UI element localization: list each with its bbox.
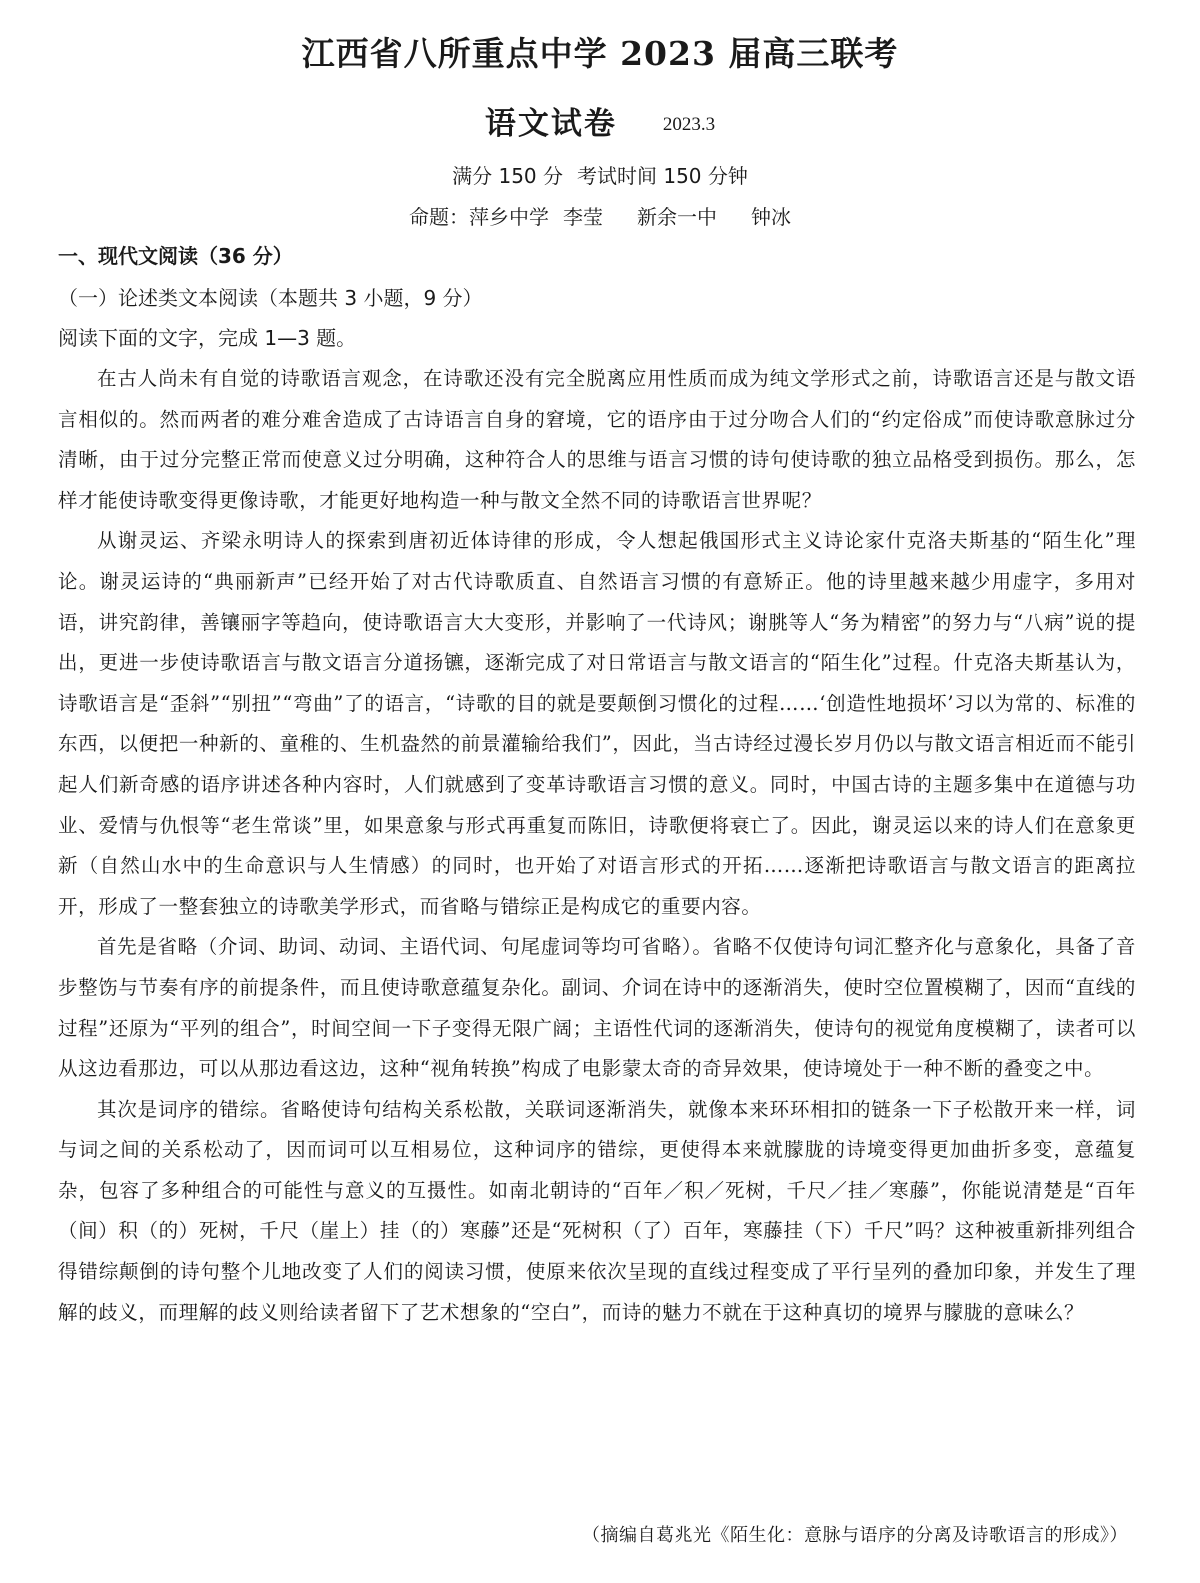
article-paragraph-2: 从谢灵运、齐梁永明诗人的探索到唐初近体诗律的形成，令人想起俄国形式主义诗论家什克洛夫斯基的“陌生化”理论。谢灵运诗的“典丽新声”已经开始了对古代诗歌质直、自然语言习惯的有意矫正。他的诗里越来越少用虚字，多用对语，讲究韵律，善镶丽字等趋向，使诗歌语言大大变形，并影响了一代诗风；谢朓等人“务为精密”的努力与“八病”说的提出，更进一步使诗歌语言与散文语言分道扬镳，逐渐完成了对日常语言与散文语言的“陌生化”过程。什克洛夫斯基认为，诗歌语言是“歪斜”“别扭”“弯曲”了的语言，“诗歌的目的就是要颠倒习惯化的过程……‘创造性地损坏’习以为常的、标准的东西，以便把一种新的、童稚的、生机盎然的前景灌输给我们”，因此，当古诗经过漫长岁月仍以与散文语言相近而不能引起人们新奇感的语序讲述各种内容时，人们就感到了变革诗歌语言习惯的意义。同时，中国古诗的主题多集中在道德与功业、爱情与仇恨等“老生常谈”里，如果意象与形式再重复而陈旧，诗歌便将衰亡了。因此，谢灵运以来的诗人们在意象更新（自然山水中的生命意识与人生情感）的同时，也开始了对语言形式的开拓……逐渐把诗歌语言与散文语言的距离拉开，形成了一整套独立的诗歌美学形式，而省略与错综正是构成它的重要内容。 (58, 529, 1136, 918)
subject-title: 语文试卷 (484, 106, 617, 142)
exam-time: 考试时间 150 分钟 (577, 164, 748, 188)
subject-row (0, 98, 1200, 143)
article-paragraph-3: 首先是省略（介词、助词、动词、主语代词、句尾虚词等均可省略）。省略不仅使诗句词汇整齐化与意象化，具备了音步整饬与节奏有序的前提条件，而且使诗歌意蕴复杂化。副词、介词在诗中的逐渐消失，使时空位置模糊了，因而“直线的过程”还原为“平列的组合”，时间空间一下子变得无限广阔；主语性代词的逐渐消失，使诗句的视觉角度模糊了，读者可以从这边看那边，可以从那边看这边，这种“视角转换”构成了电影蒙太奇的奇异效果，使诗境处于一种不断的叠变之中。 (58, 935, 1136, 1081)
exam-date: 2023.3 (662, 114, 716, 135)
exam-title: 江西省八所重点中学 2023 届高三联考 (301, 34, 899, 73)
setter-teacher-1: 李莹 (563, 205, 603, 229)
setter-school-2: 新余一中 (637, 205, 717, 229)
setters-label: 命题： (409, 205, 469, 229)
subsection-heading: （一）论述类文本阅读（本题共 3 小题，9 分） (58, 286, 483, 310)
reading-instruction: 阅读下面的文字，完成 1—3 题。 (58, 326, 357, 350)
setter-school-1: 萍乡中学 (469, 205, 549, 229)
full-score: 满分 150 分 (452, 164, 563, 188)
setter-teacher-2: 钟冰 (751, 205, 791, 229)
article-body (58, 359, 1136, 1333)
setters-line (0, 201, 1200, 230)
article-paragraph-4: 其次是词序的错综。省略使诗句结构关系松散，关联词逐渐消失，就像本来环环相扣的链条一下子松散开来一样，词与词之间的关系松动了，因而词可以互相易位，这种词序的错综，更使得本来就朦胧的诗境变得更加曲折多变，意蕴复杂，包容了多种组合的可能性与意义的互摄性。如南北朝诗的“百年／积／死树，千尺／挂／寒藤”，你能说清楚是“百年（间）积（的）死树，千尺（崖上）挂（的）寒藤”还是“死树积（了）百年，寒藤挂（下）千尺”吗？这种被重新排列组合得错综颠倒的诗句整个儿地改变了人们的阅读习惯，使原来依次呈现的直线过程变成了平行呈列的叠加印象，并发生了理解的歧义，而理解的歧义则给读者留下了艺术想象的“空白”，而诗的魅力不就在于这种真切的境界与朦胧的意味么？ (58, 1097, 1136, 1324)
section-heading: 一、现代文阅读（36 分） (58, 244, 293, 268)
score-time-line (0, 160, 1200, 189)
article-source: （摘编自葛兆光《陌生化：意脉与语序的分离及诗歌语言的形成》） (582, 1525, 1128, 1546)
article-paragraph-1: 在古人尚未有自觉的诗歌语言观念，在诗歌还没有完全脱离应用性质而成为纯文学形式之前，诗歌语言还是与散文语言相似的。然而两者的难分难舍造成了古诗语言自身的窘境，它的语序由于过分吻合人们的“约定俗成”而使诗歌意脉过分清晰，由于过分完整正常而使意义过分明确，这种符合人的思维与语言习惯的诗句使诗歌的独立品格受到损伤。那么，怎样才能使诗歌变得更像诗歌，才能更好地构造一种与散文全然不同的诗歌语言世界呢？ (58, 367, 1136, 512)
